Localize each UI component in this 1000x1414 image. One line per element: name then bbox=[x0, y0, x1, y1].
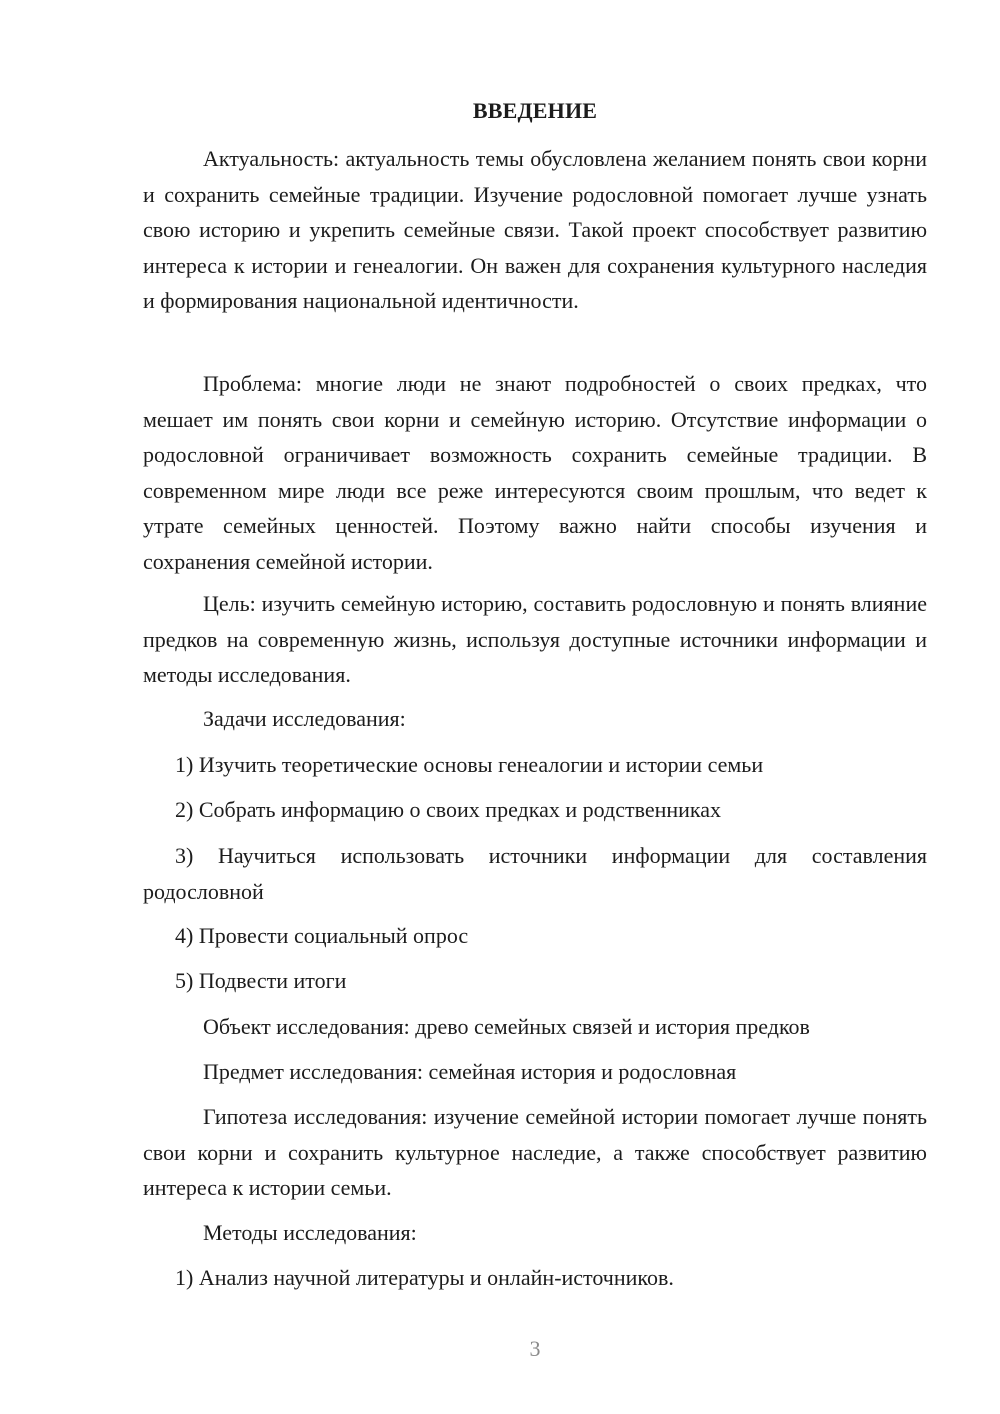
task-item-2: 2) Собрать информацию о своих предках и родственниках bbox=[175, 797, 722, 822]
task-item-1: 1) Изучить теоретические основы генеалогии и истории семьи bbox=[175, 752, 764, 777]
task-item-4: 4) Провести социальный опрос bbox=[175, 923, 469, 948]
subject-line: Предмет исследования: семейная история и родословная bbox=[203, 1059, 737, 1084]
relevance-paragraph: Актуальность: актуальность темы обусловлена желанием понять свои корни и сохранить семейные традиции. Изучение родословной помогает лучше узнать свою историю и укрепить семейные связи. Такой проект способствует развитию интереса к истории и генеалогии. Он важен для сохранения культурного наследия и формирования национальной идентичности. bbox=[143, 146, 927, 313]
goal-paragraph: Цель: изучить семейную историю, составить родословную и понять влияние предков на современную жизнь, используя доступные источники информации и методы исследования. bbox=[143, 591, 927, 687]
task-item-3: 3) Научиться использовать источники информации для составления родословной bbox=[143, 843, 927, 904]
method-item-1: 1) Анализ научной литературы и онлайн-источников. bbox=[175, 1265, 674, 1290]
page-title: ВВЕДЕНИЕ bbox=[472, 98, 598, 123]
methods-heading: Методы исследования: bbox=[203, 1220, 417, 1245]
problem-paragraph: Проблема: многие люди не знают подробностей о своих предках, что мешает им понять свои корни и семейную историю. Отсутствие информации о родословной ограничивает возможность сохранить семейные традиции. В современном мире люди все реже интересуются своим прошлым, что ведет к утрате семейных ценностей. Поэтому важно найти способы изучения и сохранения семейной истории. bbox=[143, 371, 927, 574]
object-line: Объект исследования: древо семейных связей и история предков bbox=[203, 1014, 810, 1039]
tasks-heading: Задачи исследования: bbox=[203, 706, 406, 731]
document-page bbox=[143, 0, 927, 1414]
task-item-5: 5) Подвести итоги bbox=[175, 968, 347, 993]
page-number: 3 bbox=[529, 1336, 541, 1361]
hypothesis-paragraph: Гипотеза исследования: изучение семейной истории помогает лучше понять свои корни и сохранить культурное наследие, а также способствует развитию интереса к истории семьи. bbox=[143, 1104, 927, 1200]
